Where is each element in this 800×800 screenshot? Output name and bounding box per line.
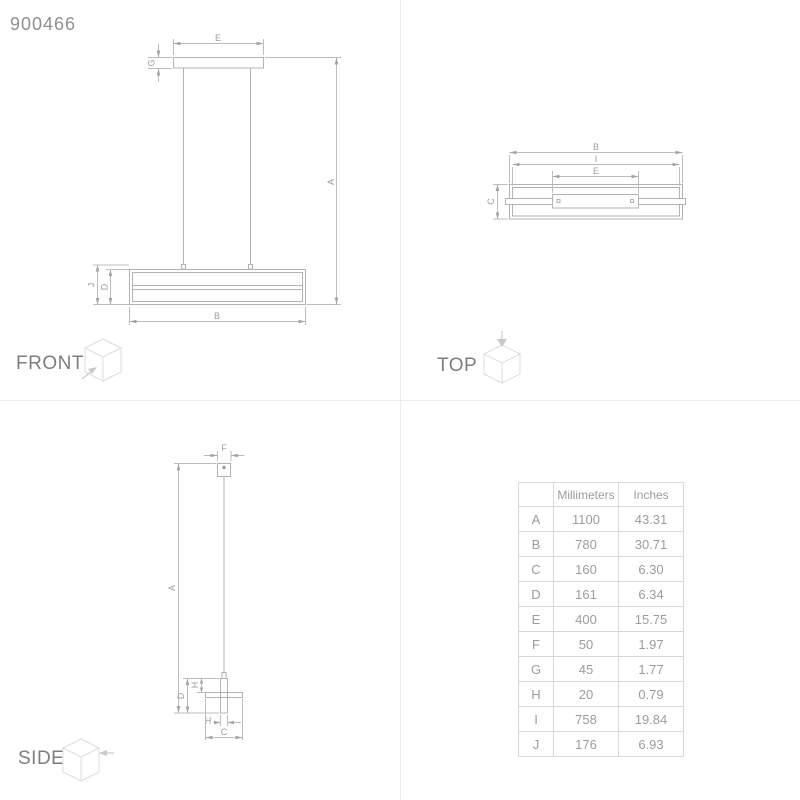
front-dim-label-a: A (326, 178, 336, 186)
table-row (519, 632, 684, 657)
dim-inches: 15.75 (619, 607, 684, 632)
top-view-cube-icon (479, 331, 525, 385)
top-dim-label-i: I (594, 154, 598, 164)
dim-letter: J (519, 732, 554, 757)
dimensions-table (518, 482, 684, 757)
dim-inches: 0.79 (619, 682, 684, 707)
dim-mm: 161 (554, 582, 619, 607)
dim-inches: 6.30 (619, 557, 684, 582)
dim-inches: 1.77 (619, 657, 684, 682)
table-row (519, 557, 684, 582)
table-row (519, 657, 684, 682)
dim-mm: 400 (554, 607, 619, 632)
top-view-drawing (400, 0, 800, 400)
top-view-label: TOP (437, 355, 478, 376)
dim-mm: 758 (554, 707, 619, 732)
front-view-drawing (0, 0, 400, 400)
table-row (519, 532, 684, 557)
side-dim-label-a: A (167, 584, 177, 592)
top-dim-label-b: B (592, 142, 600, 152)
dim-inches: 43.31 (619, 507, 684, 532)
product-code: 900466 (10, 14, 77, 34)
dim-inches: 1.97 (619, 632, 684, 657)
side-view-label: SIDE (18, 748, 65, 769)
dim-inches: 30.71 (619, 532, 684, 557)
front-dim-label-b: B (213, 311, 221, 321)
front-dim-label-e: E (214, 33, 222, 43)
front-view-cube-icon (82, 337, 124, 385)
dim-inches: 6.93 (619, 732, 684, 757)
dim-letter: H (519, 682, 554, 707)
dim-mm: 176 (554, 732, 619, 757)
dim-letter: I (519, 707, 554, 732)
table-row (519, 732, 684, 757)
dim-inches: 19.84 (619, 707, 684, 732)
dim-mm: 1100 (554, 507, 619, 532)
table-corner-cell (519, 483, 554, 507)
side-view-drawing (0, 400, 400, 800)
dim-letter: F (519, 632, 554, 657)
table-header-millimeters: Millimeters (554, 483, 619, 507)
table-row (519, 682, 684, 707)
front-dim-label-d: D (99, 283, 110, 291)
table-row (519, 707, 684, 732)
side-dim-label-d: D (176, 692, 186, 700)
table-row (519, 507, 684, 532)
dim-inches: 6.34 (619, 582, 684, 607)
table-row (519, 582, 684, 607)
dim-letter: C (519, 557, 554, 582)
dim-letter: G (519, 657, 554, 682)
top-dim-label-c: C (486, 198, 496, 205)
table-header-inches: Inches (619, 483, 684, 507)
front-view-label: FRONT (16, 353, 84, 374)
side-dim-label-h-lower: H (204, 715, 212, 726)
dim-mm: 50 (554, 632, 619, 657)
side-dim-label-f: F (221, 443, 227, 453)
side-view-cube-icon (62, 737, 114, 783)
dim-mm: 160 (554, 557, 619, 582)
table-row (519, 607, 684, 632)
dim-letter: B (519, 532, 554, 557)
dim-letter: A (519, 507, 554, 532)
side-dim-label-h-upper: H (190, 681, 200, 689)
dim-mm: 780 (554, 532, 619, 557)
front-dim-label-j: J (86, 282, 97, 288)
front-dim-label-g: G (146, 59, 157, 67)
top-dim-label-e: E (592, 166, 600, 176)
dim-letter: E (519, 607, 554, 632)
table-header-row (519, 483, 684, 507)
dim-mm: 45 (554, 657, 619, 682)
side-dim-label-c: C (220, 727, 228, 737)
dim-mm: 20 (554, 682, 619, 707)
dim-letter: D (519, 582, 554, 607)
